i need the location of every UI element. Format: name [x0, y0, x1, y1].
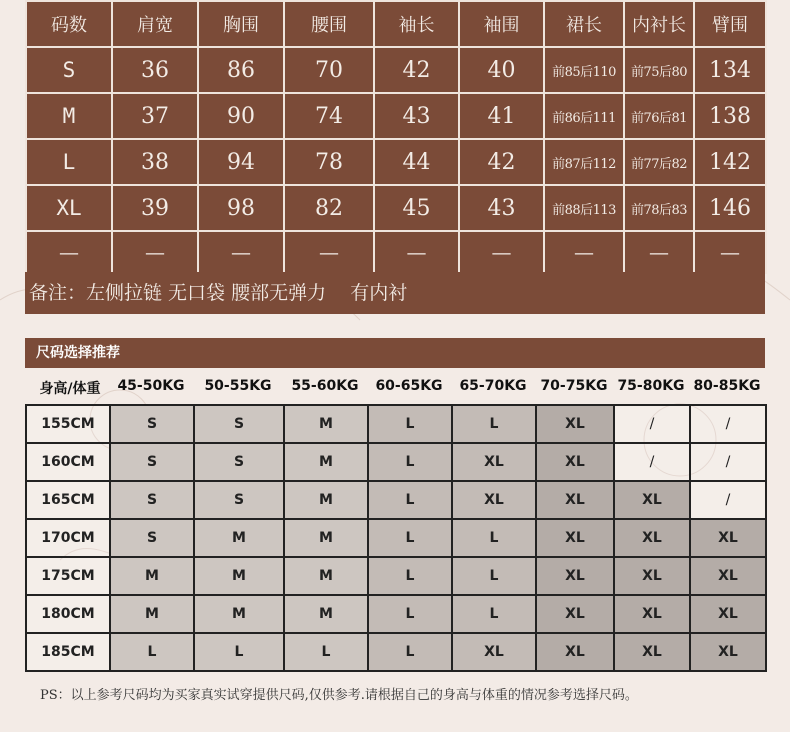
table-cell: — [544, 231, 624, 273]
table-cell: 45 [374, 185, 459, 231]
header-size: 码数 [26, 1, 112, 47]
size-cell: M [284, 557, 368, 595]
header-sleeve-width: 袖围 [459, 1, 544, 47]
table-cell: — [624, 231, 694, 273]
header-bust: 胸围 [198, 1, 284, 47]
size-cell: S [110, 519, 194, 557]
weight-label: 55-60KG [291, 378, 359, 394]
size-cell: L [368, 443, 452, 481]
table-row [26, 405, 766, 443]
size-cell: L [194, 633, 284, 671]
height-label: 180CM [26, 595, 110, 633]
size-label: M [26, 93, 112, 139]
size-label: S [26, 47, 112, 93]
size-cell: S [194, 405, 284, 443]
table-cell: 146 [694, 185, 766, 231]
table-cell: 98 [198, 185, 284, 231]
size-cell: L [368, 481, 452, 519]
header-lining-length: 内衬长 [624, 1, 694, 47]
table-cell: 142 [694, 139, 766, 185]
size-cell: L [368, 405, 452, 443]
height-label: 170CM [26, 519, 110, 557]
size-cell: / [614, 405, 690, 443]
table-cell: 82 [284, 185, 374, 231]
size-cell: XL [690, 557, 766, 595]
table-cell: — [198, 231, 284, 273]
size-row-m [26, 93, 766, 139]
table-row [26, 443, 766, 481]
table-cell: 前86后111 [544, 93, 624, 139]
table-cell: 43 [459, 185, 544, 231]
size-cell: L [368, 633, 452, 671]
size-cell: M [284, 481, 368, 519]
weight-header-row [25, 374, 765, 400]
size-cell: L [368, 519, 452, 557]
weight-label: 70-75KG [540, 378, 608, 394]
header-skirt-length: 裙长 [544, 1, 624, 47]
table-cell: 39 [112, 185, 198, 231]
table-cell: 43 [374, 93, 459, 139]
table-cell: 41 [459, 93, 544, 139]
table-row [26, 519, 766, 557]
size-cell: XL [536, 633, 614, 671]
table-cell: 74 [284, 93, 374, 139]
table-cell: — [459, 231, 544, 273]
table-cell: 38 [112, 139, 198, 185]
weight-label: 45-50KG [117, 378, 185, 394]
size-cell: XL [614, 633, 690, 671]
height-label: 160CM [26, 443, 110, 481]
size-cell: XL [614, 519, 690, 557]
table-row [26, 557, 766, 595]
table-cell: 40 [459, 47, 544, 93]
weight-label: 80-85KG [693, 378, 761, 394]
table-cell: — [26, 231, 112, 273]
table-cell: 44 [374, 139, 459, 185]
size-cell: L [452, 405, 536, 443]
size-cell: XL [536, 595, 614, 633]
size-recommendation-table [25, 404, 767, 672]
size-cell: XL [690, 633, 766, 671]
table-cell: 138 [694, 93, 766, 139]
size-cell: XL [452, 443, 536, 481]
size-row-empty [26, 231, 766, 273]
size-cell: M [284, 595, 368, 633]
size-cell: XL [614, 481, 690, 519]
table-cell: — [694, 231, 766, 273]
remarks-bar: 备注：左侧拉链 无口袋 腰部无弹力 有内衬 [25, 272, 765, 314]
header-sleeve-length: 袖长 [374, 1, 459, 47]
header-waist: 腰围 [284, 1, 374, 47]
size-cell: L [110, 633, 194, 671]
size-label: L [26, 139, 112, 185]
table-cell: 42 [374, 47, 459, 93]
size-cell: L [368, 557, 452, 595]
table-cell: 70 [284, 47, 374, 93]
table-row [26, 595, 766, 633]
size-cell: / [614, 443, 690, 481]
table-cell: 36 [112, 47, 198, 93]
height-label: 155CM [26, 405, 110, 443]
size-cell: M [284, 405, 368, 443]
table-cell: 78 [284, 139, 374, 185]
size-cell: M [194, 595, 284, 633]
size-cell: XL [690, 595, 766, 633]
size-cell: M [110, 595, 194, 633]
table-cell: 前77后82 [624, 139, 694, 185]
table-cell: — [112, 231, 198, 273]
table-cell: 90 [198, 93, 284, 139]
size-cell: L [368, 595, 452, 633]
size-cell: L [452, 519, 536, 557]
table-cell: 37 [112, 93, 198, 139]
recommendation-title: 尺码选择推荐 [25, 338, 765, 368]
size-cell: XL [536, 481, 614, 519]
size-cell: XL [536, 519, 614, 557]
size-cell: S [110, 481, 194, 519]
table-cell: 94 [198, 139, 284, 185]
size-cell: XL [452, 481, 536, 519]
corner-label: 身高/体重 [39, 381, 101, 397]
weight-label: 50-55KG [204, 378, 272, 394]
height-label: 175CM [26, 557, 110, 595]
header-arm-width: 臂围 [694, 1, 766, 47]
size-cell: XL [452, 633, 536, 671]
size-cell: S [194, 481, 284, 519]
table-cell: — [284, 231, 374, 273]
table-cell: 前75后80 [624, 47, 694, 93]
size-row-s [26, 47, 766, 93]
size-cell: M [284, 443, 368, 481]
size-row-xl [26, 185, 766, 231]
table-cell: 86 [198, 47, 284, 93]
table-cell: 前78后83 [624, 185, 694, 231]
size-cell: M [194, 557, 284, 595]
table-cell: 前76后81 [624, 93, 694, 139]
size-cell: S [110, 443, 194, 481]
footer-note: PS：以上参考尺码均为买家真实试穿提供尺码,仅供参考.请根据自己的身高与体重的情况参考选择尺码。 [40, 688, 638, 703]
table-cell: 134 [694, 47, 766, 93]
table-cell: 前85后110 [544, 47, 624, 93]
table-row [26, 633, 766, 671]
size-cell: XL [614, 557, 690, 595]
size-cell: M [284, 519, 368, 557]
size-cell: / [690, 405, 766, 443]
size-chart-table [25, 0, 767, 274]
size-cell: / [690, 443, 766, 481]
size-cell: M [110, 557, 194, 595]
weight-label: 65-70KG [459, 378, 527, 394]
size-cell: / [690, 481, 766, 519]
size-cell: XL [690, 519, 766, 557]
size-cell: XL [536, 443, 614, 481]
header-shoulder: 肩宽 [112, 1, 198, 47]
table-cell: 前88后113 [544, 185, 624, 231]
weight-label: 75-80KG [617, 378, 685, 394]
size-cell: L [452, 557, 536, 595]
size-cell: L [284, 633, 368, 671]
size-cell: XL [536, 405, 614, 443]
size-cell: M [194, 519, 284, 557]
height-label: 185CM [26, 633, 110, 671]
size-label: XL [26, 185, 112, 231]
size-cell: S [194, 443, 284, 481]
weight-label: 60-65KG [375, 378, 443, 394]
table-cell: 42 [459, 139, 544, 185]
size-cell: XL [536, 557, 614, 595]
table-cell: — [374, 231, 459, 273]
size-cell: XL [614, 595, 690, 633]
table-row [26, 481, 766, 519]
table-cell: 前87后112 [544, 139, 624, 185]
size-cell: L [452, 595, 536, 633]
height-label: 165CM [26, 481, 110, 519]
size-chart-header-row [26, 1, 766, 47]
size-row-l [26, 139, 766, 185]
size-cell: S [110, 405, 194, 443]
